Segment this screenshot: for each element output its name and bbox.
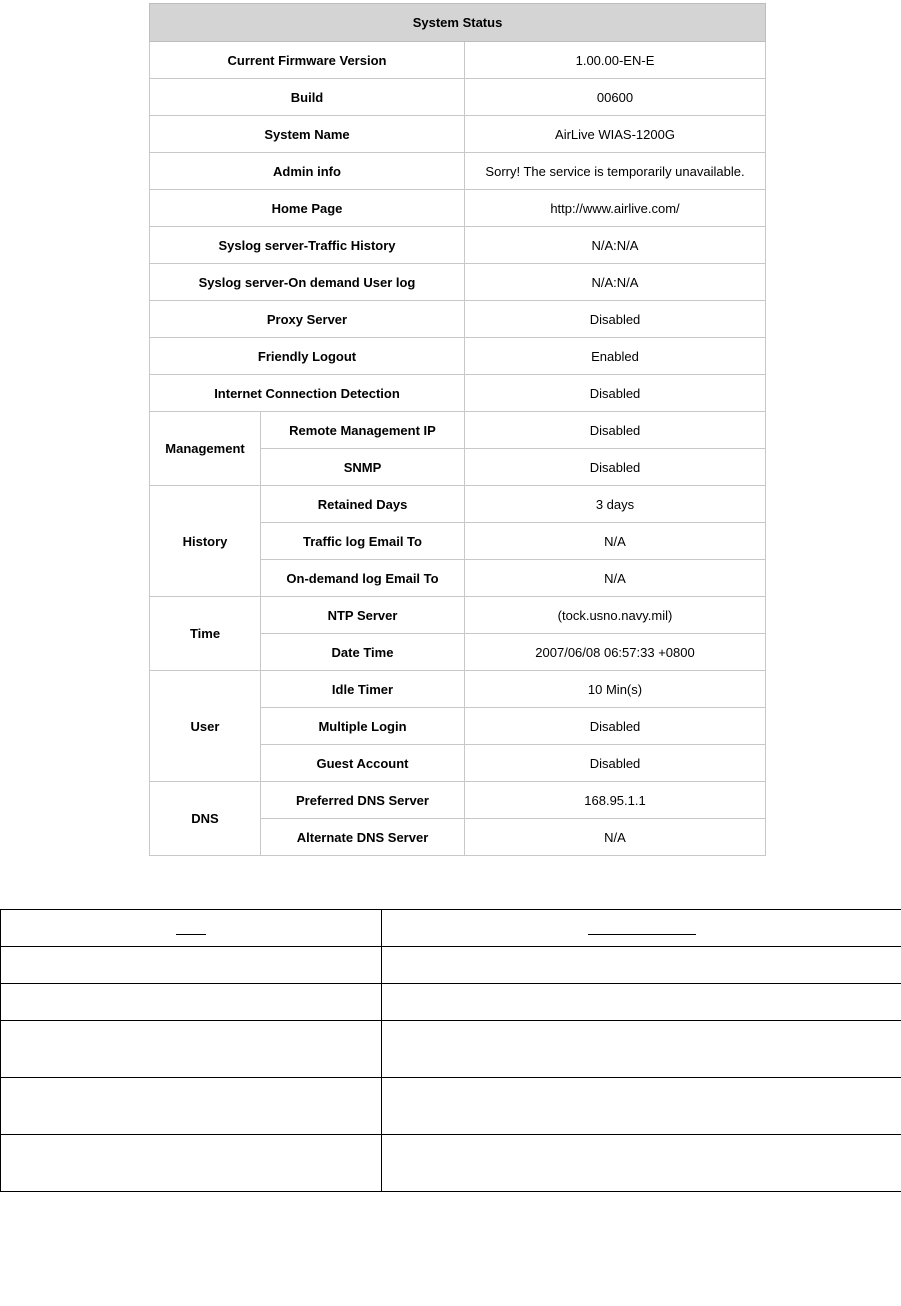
status-body bbox=[150, 42, 766, 856]
status-row bbox=[150, 301, 766, 338]
status-group-name: History bbox=[150, 486, 261, 597]
status-row bbox=[150, 153, 766, 190]
status-group-row-value: (tock.usno.navy.mil) bbox=[465, 597, 766, 634]
status-row-value: N/A:N/A bbox=[465, 227, 766, 264]
status-group-row-label: On-demand log Email To bbox=[261, 560, 465, 597]
status-row-value: Sorry! The service is temporarily unavailable. bbox=[465, 153, 766, 190]
status-row-value: 00600 bbox=[465, 79, 766, 116]
status-row-label: Internet Connection Detection bbox=[150, 375, 465, 412]
status-row-value: AirLive WIAS-1200G bbox=[465, 116, 766, 153]
status-group-row bbox=[150, 782, 766, 819]
status-title: System Status bbox=[150, 4, 766, 42]
status-group-row-value: Disabled bbox=[465, 745, 766, 782]
status-group-row-label: Traffic log Email To bbox=[261, 523, 465, 560]
status-group-row bbox=[150, 412, 766, 449]
status-group-row-label: Date Time bbox=[261, 634, 465, 671]
status-group-name: Management bbox=[150, 412, 261, 486]
description-row bbox=[1, 1078, 901, 1135]
status-group-row-value: 2007/06/08 06:57:33 +0800 bbox=[465, 634, 766, 671]
status-row-label: Build bbox=[150, 79, 465, 116]
status-group-row bbox=[150, 671, 766, 708]
status-group-row bbox=[150, 597, 766, 634]
description-cell-right bbox=[382, 947, 901, 984]
description-cell-left bbox=[1, 1078, 382, 1135]
status-group-row-label: Alternate DNS Server bbox=[261, 819, 465, 856]
status-row-label: Friendly Logout bbox=[150, 338, 465, 375]
description-table bbox=[0, 909, 901, 1192]
description-header-row bbox=[1, 910, 901, 947]
description-cell-right bbox=[382, 984, 901, 1021]
status-row bbox=[150, 375, 766, 412]
status-group-row bbox=[150, 486, 766, 523]
status-row-label: System Name bbox=[150, 116, 465, 153]
description-cell-left bbox=[1, 1135, 382, 1192]
status-group-name: DNS bbox=[150, 782, 261, 856]
status-group-row-value: N/A bbox=[465, 523, 766, 560]
description-cell-right bbox=[382, 1078, 901, 1135]
description-body bbox=[1, 910, 901, 1192]
status-row-value: Disabled bbox=[465, 301, 766, 338]
status-row-value: N/A:N/A bbox=[465, 264, 766, 301]
status-group-row-value: 168.95.1.1 bbox=[465, 782, 766, 819]
status-row bbox=[150, 227, 766, 264]
status-row-value: Disabled bbox=[465, 375, 766, 412]
status-group-row-value: Disabled bbox=[465, 708, 766, 745]
status-row-value: Enabled bbox=[465, 338, 766, 375]
status-row bbox=[150, 116, 766, 153]
description-cell-left bbox=[1, 984, 382, 1021]
header-left-underline bbox=[176, 917, 206, 935]
status-group-row-value: Disabled bbox=[465, 449, 766, 486]
description-header-right bbox=[382, 910, 901, 947]
status-group-row-value: 10 Min(s) bbox=[465, 671, 766, 708]
status-group-row-label: Remote Management IP bbox=[261, 412, 465, 449]
status-group-name: User bbox=[150, 671, 261, 782]
status-row-label: Syslog server-Traffic History bbox=[150, 227, 465, 264]
description-header-left bbox=[1, 910, 382, 947]
status-group-row-label: Guest Account bbox=[261, 745, 465, 782]
status-group-name: Time bbox=[150, 597, 261, 671]
status-row bbox=[150, 79, 766, 116]
description-cell-left bbox=[1, 947, 382, 984]
description-cell-left bbox=[1, 1021, 382, 1078]
description-row bbox=[1, 1135, 901, 1192]
status-row-label: Proxy Server bbox=[150, 301, 465, 338]
description-row bbox=[1, 1021, 901, 1078]
description-cell-right bbox=[382, 1135, 901, 1192]
status-group-row-value: N/A bbox=[465, 819, 766, 856]
status-row bbox=[150, 190, 766, 227]
status-row bbox=[150, 264, 766, 301]
status-row-value: http://www.airlive.com/ bbox=[465, 190, 766, 227]
description-cell-right bbox=[382, 1021, 901, 1078]
status-row-label: Home Page bbox=[150, 190, 465, 227]
status-row bbox=[150, 42, 766, 79]
status-group-row-label: SNMP bbox=[261, 449, 465, 486]
description-row bbox=[1, 984, 901, 1021]
status-row-value: 1.00.00-EN-E bbox=[465, 42, 766, 79]
status-row-label: Current Firmware Version bbox=[150, 42, 465, 79]
status-group-row-label: NTP Server bbox=[261, 597, 465, 634]
header-right-underline bbox=[588, 917, 696, 935]
status-row-label: Syslog server-On demand User log bbox=[150, 264, 465, 301]
description-row bbox=[1, 947, 901, 984]
status-group-row-label: Retained Days bbox=[261, 486, 465, 523]
status-title-row bbox=[150, 4, 766, 42]
status-group-row-label: Idle Timer bbox=[261, 671, 465, 708]
status-row bbox=[150, 338, 766, 375]
status-group-row-value: Disabled bbox=[465, 412, 766, 449]
status-group-row-label: Preferred DNS Server bbox=[261, 782, 465, 819]
status-row-label: Admin info bbox=[150, 153, 465, 190]
status-group-row-value: 3 days bbox=[465, 486, 766, 523]
system-status-table bbox=[149, 3, 766, 856]
status-group-row-value: N/A bbox=[465, 560, 766, 597]
status-group-row-label: Multiple Login bbox=[261, 708, 465, 745]
